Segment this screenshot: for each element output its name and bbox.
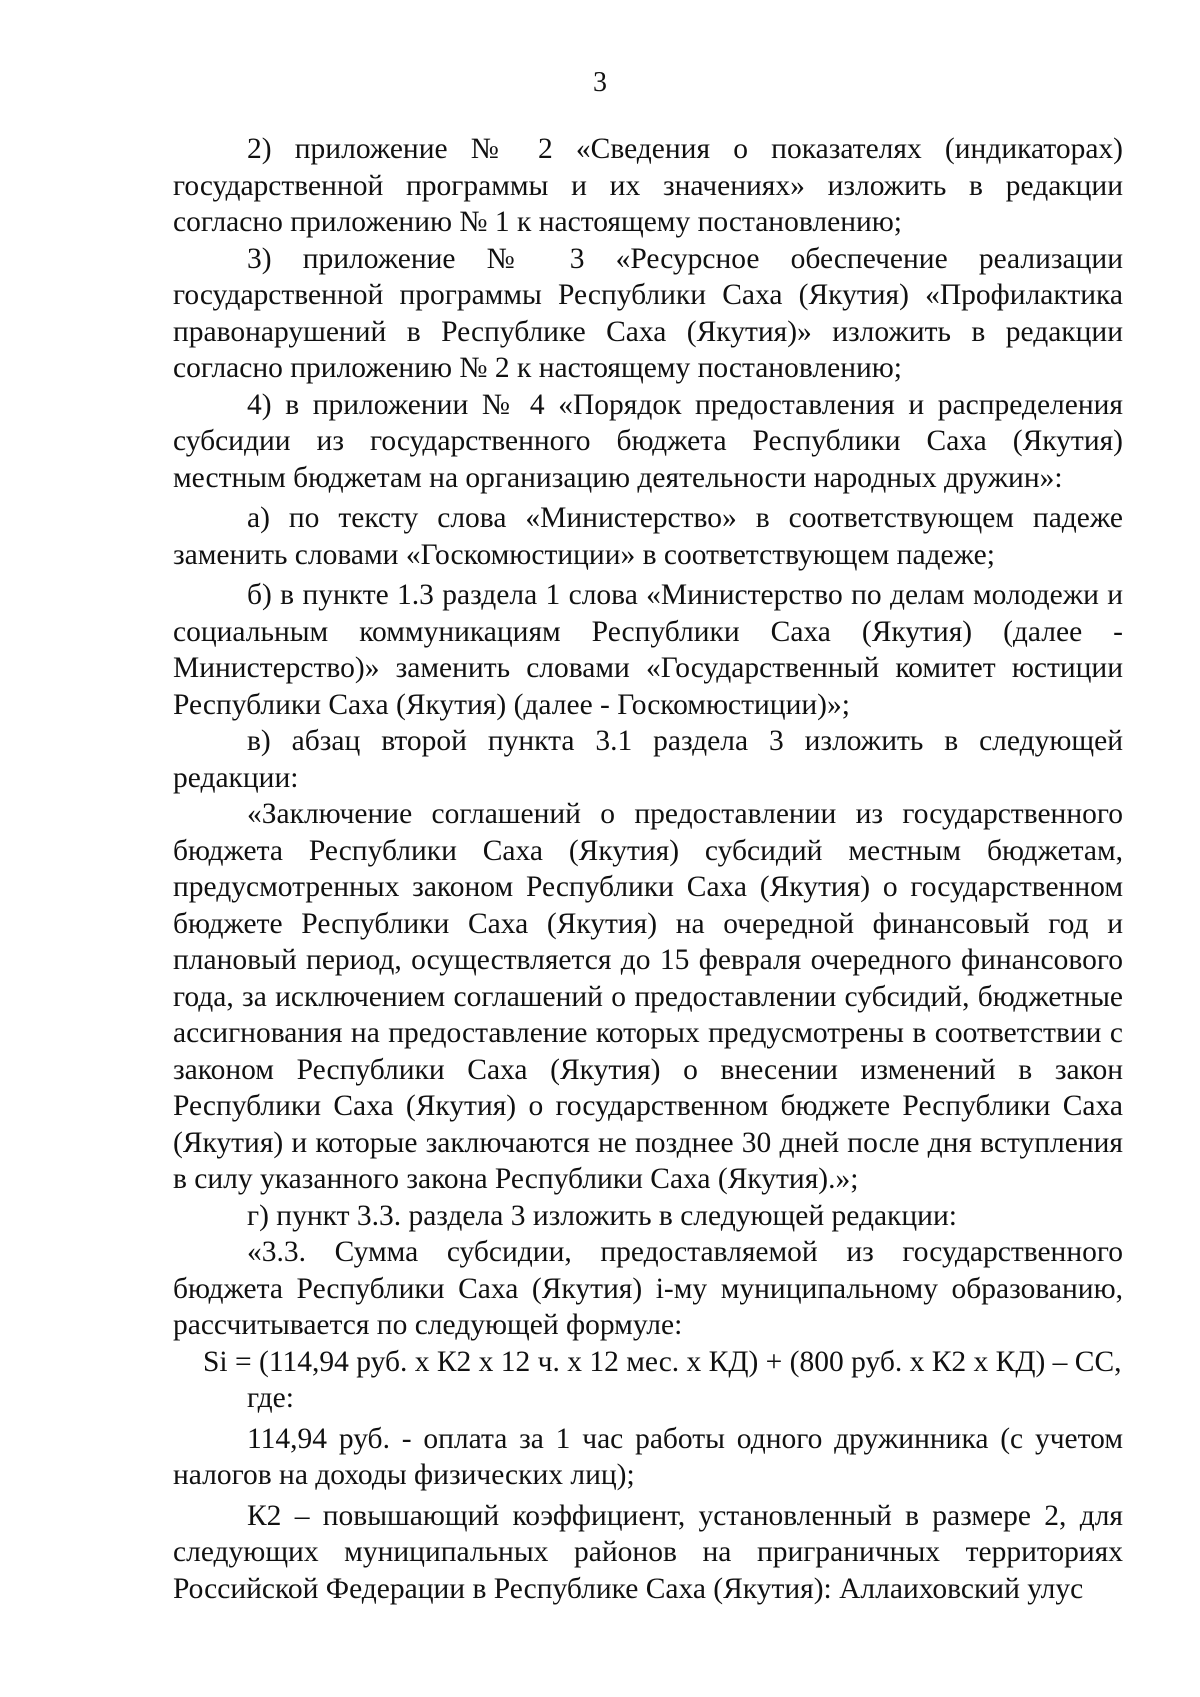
paragraph-item-4: 4) в приложении № 4 «Порядок предоставления и распределения субсидии из государственного бюджета Республики Саха (Якутия) местным бюджетам на организацию деятельности народных дружин»:	[173, 388, 1123, 494]
subparagraph-g: г) пункт 3.3. раздела 3 изложить в следующей редакции:	[247, 1199, 957, 1232]
formula-definition-rate: 114,94 руб. - оплата за 1 час работы одного дружинника (с учетом налогов на доходы физических лиц);	[173, 1422, 1123, 1491]
subparagraph-b: б) в пункте 1.3 раздела 1 слова «Министерство по делам молодежи и социальным коммуникациям Республики Саха (Якутия) (далее - Министерство)» заменить словами «Государственный комитет юстиции Республики Саха (Якутия) (далее - Госкомюстиции)»;	[173, 579, 1123, 721]
page-number: 3	[593, 67, 607, 98]
subparagraph-v: в) абзац второй пункта 3.1 раздела 3 изложить в следующей редакции:	[173, 725, 1123, 794]
quoted-clause-3-3: «3.3. Сумма субсидии, предоставляемой из государственного бюджета Республики Саха (Якутия) i-му муниципальному образованию, рассчитывается по следующей формуле:	[173, 1236, 1123, 1341]
formula-where: где:	[247, 1382, 294, 1414]
formula-definition-k2: К2 – повышающий коэффициент, установленный в размере 2, для следующих муниципальных районов на приграничных территориях Российской Федерации в Республике Саха (Якутия): Аллаиховский улус	[173, 1499, 1123, 1605]
subsidy-formula: Si = (114,94 руб. х К2 х 12 ч. х 12 мес. х КД) + (800 руб. х К2 х КД) – СС,	[203, 1345, 1122, 1378]
document-body	[173, 131, 1123, 1607]
paragraph-item-2: 2) приложение № 2 «Сведения о показателях (индикаторах) государственной программы и их значениях» изложить в редакции согласно приложению № 1 к настоящему постановлению;	[173, 133, 1123, 238]
quoted-clause-3-1: «Заключение соглашений о предоставлении из государственного бюджета Республики Саха (Якутия) субсидий местным бюджетам, предусмотренных законом Республики Саха (Якутия) о государственном бюджете Республики Саха (Якутия) на очередной финансовый год и плановый период, осуществляется до 15 февраля очередного финансового года, за исключением соглашений о предоставлении субсидий, бюджетные ассигнования на предоставление которых предусмотрены в соответствии с законом Республики Саха (Якутия) о внесении изменений в закон Республики Саха (Якутия) о государственном бюджете Республики Саха (Якутия) и которые заключаются не позднее 30 дней после дня вступления в силу указанного закона Республики Саха (Якутия).»;	[173, 798, 1123, 1195]
paragraph-item-3: 3) приложение № 3 «Ресурсное обеспечение реализации государственной программы Республики Саха (Якутия) «Профилактика правонарушений в Республике Саха (Якутия)» изложить в редакции согласно приложению № 2 к настоящему постановлению;	[173, 242, 1123, 384]
subparagraph-a: а) по тексту слова «Министерство» в соответствующем падеже заменить словами «Госкомюстиции» в соответствующем падеже;	[173, 502, 1123, 571]
